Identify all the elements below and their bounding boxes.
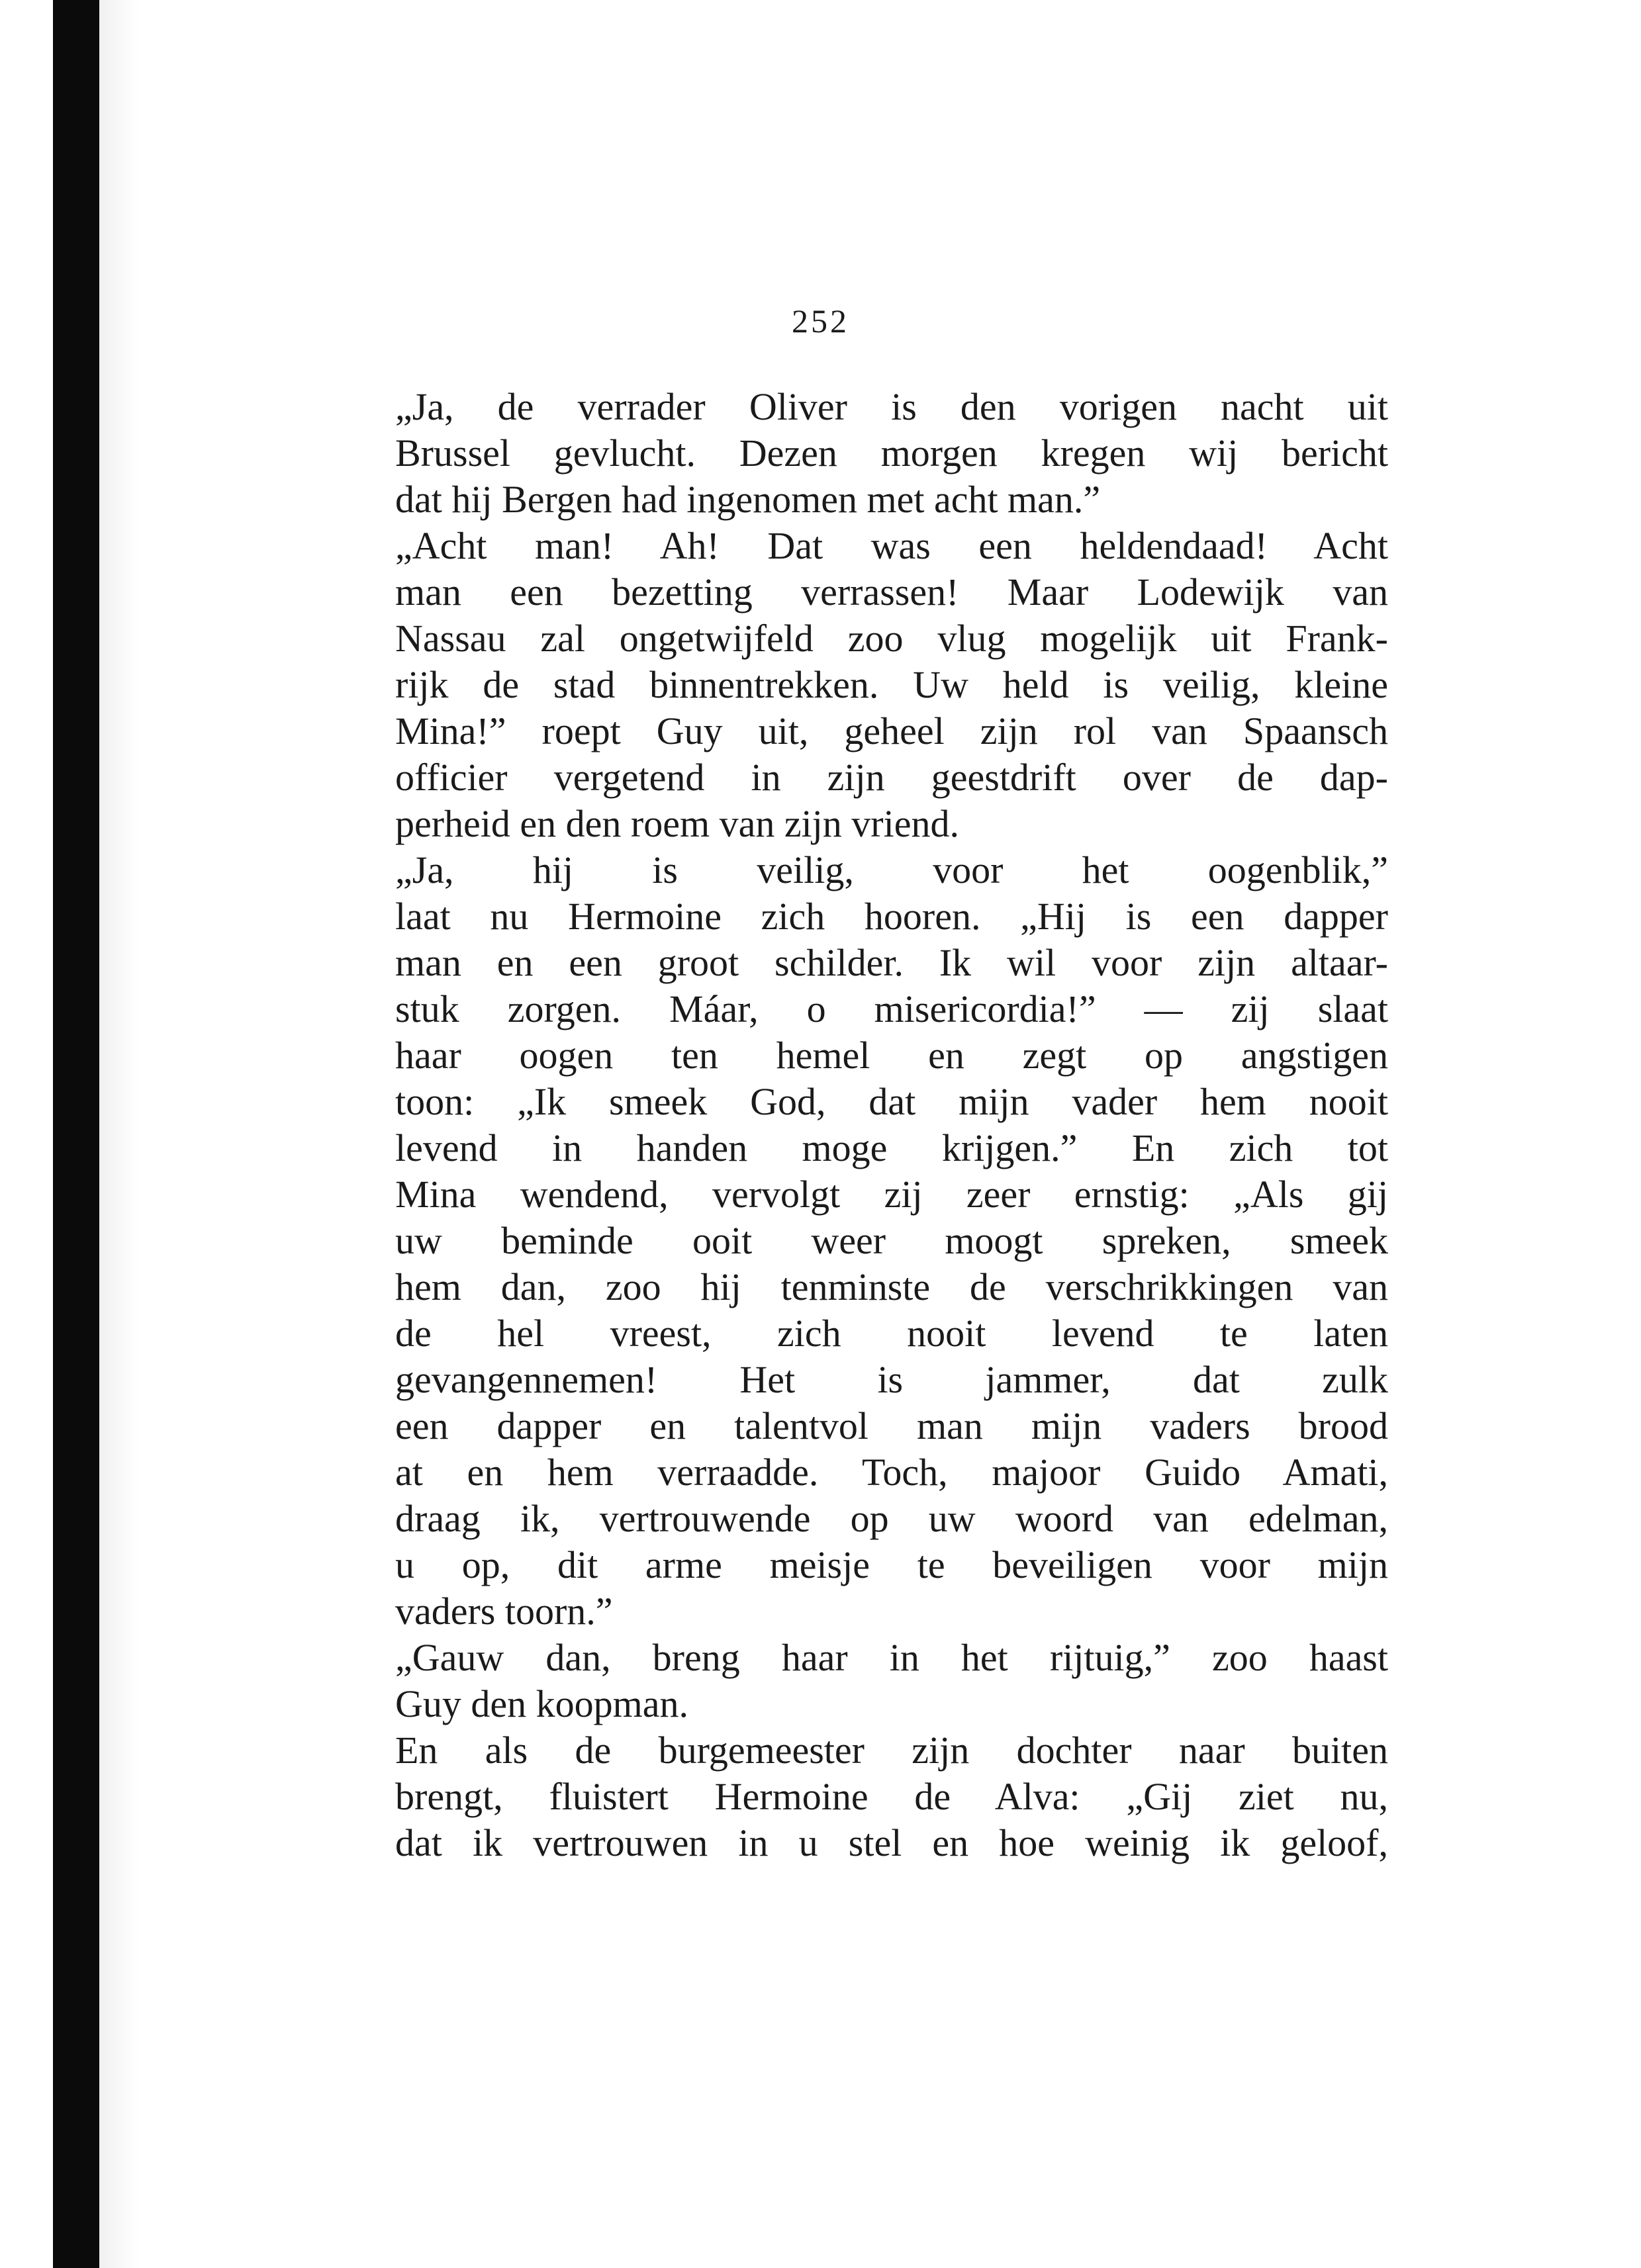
body-text [395,384,1388,1866]
text-line: „Acht man! Ah! Dat was een heldendaad! Acht [395,524,1388,567]
text-line: officier vergetend in zijn geestdrift over de dap- [395,756,1388,799]
text-line: „Ja, de verrader Oliver is den vorigen nacht uit [395,385,1388,428]
text-line: man een bezetting verrassen! Maar Lodewijk van [395,570,1388,613]
text-line: man en een groot schilder. Ik wil voor zijn altaar- [395,941,1388,984]
text-line: at en hem verraadde. Toch, majoor Guido Amati, [395,1451,1388,1494]
text-line: toon: „Ik smeek God, dat mijn vader hem nooit [395,1080,1388,1123]
text-line: rijk de stad binnentrekken. Uw held is veilig, kleine [395,663,1388,706]
text-line: Mina wendend, vervolgt zij zeer ernstig: „Als gij [395,1173,1388,1216]
text-line: draag ik, vertrouwende op uw woord van edelman, [395,1497,1388,1540]
text-line: de hel vreest, zich nooit levend te laten [395,1312,1388,1355]
text-line: perheid en den roem van zijn vriend. [395,802,959,845]
text-line: Nassau zal ongetwijfeld zoo vlug mogelijk uit Frank- [395,617,1388,660]
text-line: Mina!” roept Guy uit, geheel zijn rol van Spaansch [395,709,1388,752]
text-line: dat hij Bergen had ingenomen met acht man.” [395,478,1101,521]
text-line: een dapper en talentvol man mijn vaders brood [395,1404,1388,1447]
text-line: „Gauw dan, breng haar in het rijtuig,” zoo haast [395,1636,1388,1679]
text-line: Guy den koopman. [395,1682,688,1725]
page-number: 252 [792,302,849,340]
text-line: stuk zorgen. Máar, o misericordia!” — zij slaat [395,987,1388,1030]
text-line: laat nu Hermoine zich hooren. „Hij is een dapper [395,895,1388,938]
text-line: haar oogen ten hemel en zegt op angstigen [395,1034,1388,1077]
text-line: brengt, fluistert Hermoine de Alva: „Gij ziet nu, [395,1775,1388,1818]
text-line: gevangennemen! Het is jammer, dat zulk [395,1358,1388,1401]
text-line: levend in handen moge krijgen.” En zich tot [395,1126,1388,1169]
text-line: uw beminde ooit weer moogt spreken, smeek [395,1219,1388,1262]
text-line: hem dan, zoo hij tenminste de verschrikkingen van [395,1265,1388,1308]
text-line: Brussel gevlucht. Dezen morgen kregen wij bericht [395,431,1388,475]
text-line: dat ik vertrouwen in u stel en hoe weinig ik geloof, [395,1821,1388,1864]
text-line: „Ja, hij is veilig, voor het oogenblik,” [395,848,1388,891]
text-line: u op, dit arme meisje te beveiligen voor mijn [395,1543,1388,1586]
text-line: En als de burgemeester zijn dochter naar buiten [395,1729,1388,1772]
text-line: vaders toorn.” [395,1590,613,1633]
